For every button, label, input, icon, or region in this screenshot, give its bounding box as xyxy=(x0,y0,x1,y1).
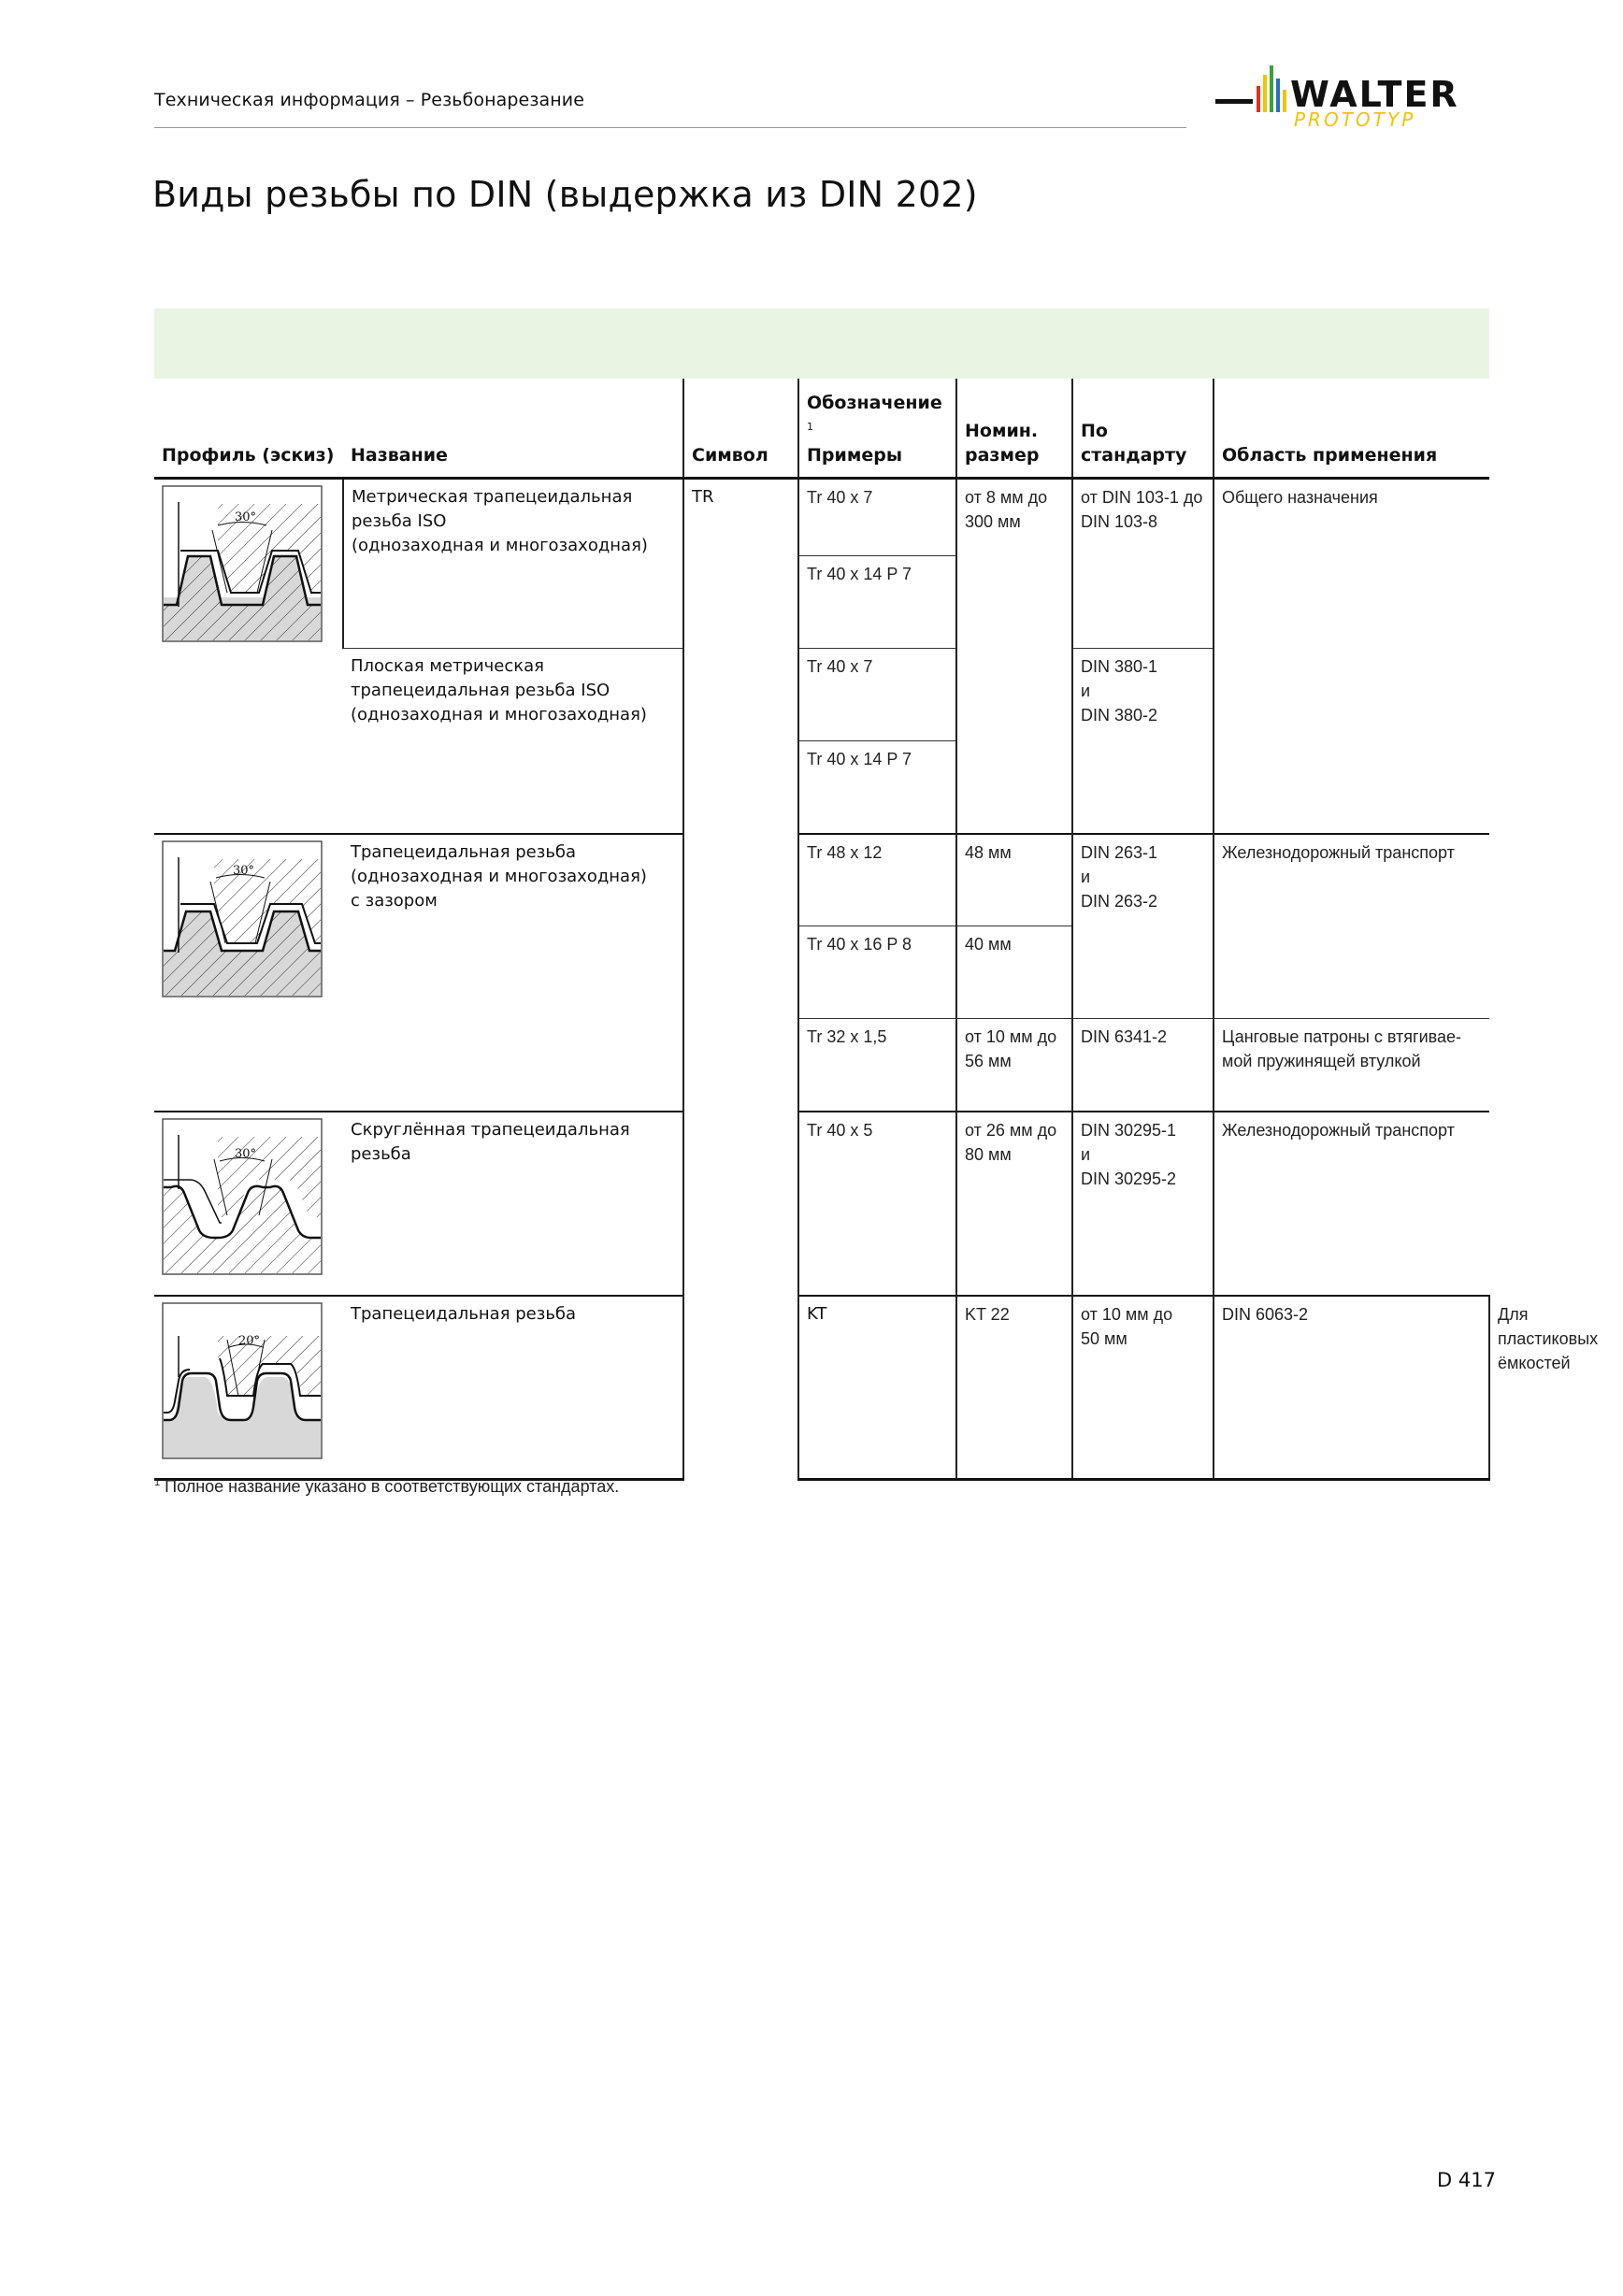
trapezoidal-thread-sketch xyxy=(162,485,323,642)
standard: DIN 263-1 и DIN 263-2 xyxy=(1072,834,1214,1019)
profile-sketch-cell xyxy=(154,1296,343,1480)
designation-example: Tr 40 x 14 P 7 xyxy=(798,741,956,834)
footnote: $^1$ Полное название указано в соответствующих стандартах. xyxy=(154,1477,620,1496)
col-header-profile: Профиль (эскиз) xyxy=(154,379,343,479)
table-row xyxy=(154,834,1489,926)
header-divider xyxy=(154,127,1186,128)
plastic-container-thread-sketch xyxy=(162,1302,323,1459)
header-section-title: Техническая информация – Резьбонарезание xyxy=(154,90,585,110)
logo-main-text: WALTER xyxy=(1290,74,1459,115)
application: Цанговые патроны с втягивае- мой пружинящей втулкой xyxy=(1214,1019,1489,1112)
nominal-size: 40 мм xyxy=(956,926,1072,1019)
table-row xyxy=(154,1112,1489,1296)
designation-example: Tr 32 x 1,5 xyxy=(798,1019,956,1112)
standard: DIN 6341-2 xyxy=(1072,1019,1214,1112)
table-row xyxy=(154,479,1489,556)
designation-example: Tr 40 x 7 xyxy=(798,649,956,741)
thread-name: Трапецеидальная резьба (однозаходная и многозаходная) с зазором xyxy=(343,834,683,1112)
page-number: D 417 xyxy=(1437,2169,1496,2191)
profile-sketch-cell xyxy=(154,1112,343,1296)
trapezoidal-thread-clearance-sketch xyxy=(162,840,323,997)
application: Железнодорожный транспорт xyxy=(1214,834,1489,1019)
col-header-name: Название xyxy=(343,379,683,479)
nominal-size: от 10 мм до 50 мм xyxy=(1072,1296,1214,1480)
nominal-size: от 26 мм до 80 мм xyxy=(956,1112,1072,1296)
designation-example: Tr 40 x 7 xyxy=(798,479,956,556)
thread-symbol: KT xyxy=(798,1296,956,1480)
designation-example: Tr 40 x 14 P 7 xyxy=(798,556,956,649)
thread-name: Трапецеидальная резьба xyxy=(343,1296,683,1480)
standard: DIN 30295-1 и DIN 30295-2 xyxy=(1072,1112,1214,1296)
profile-sketch-cell xyxy=(154,479,343,834)
svg-text:30°: 30° xyxy=(235,510,257,524)
thread-symbol: TR xyxy=(683,479,798,1480)
svg-text:20°: 20° xyxy=(238,1333,261,1348)
rounded-trapezoidal-thread-sketch xyxy=(162,1118,323,1275)
table-top-band xyxy=(154,309,1489,379)
svg-text:30°: 30° xyxy=(235,1146,257,1161)
standard: DIN 380-1 и DIN 380-2 xyxy=(1072,649,1214,834)
col-header-application: Область применения xyxy=(1214,379,1489,479)
designation-example: Tr 40 x 5 xyxy=(798,1112,956,1296)
svg-text:30°: 30° xyxy=(233,863,255,878)
thread-name: Скруглённая трапецеидальная резьба xyxy=(343,1112,683,1296)
thread-name: Метрическая трапецеидальная резьба ISO (однозаходная и многозаходная) xyxy=(343,479,683,649)
thread-types-table xyxy=(154,379,1599,1481)
profile-sketch-cell xyxy=(154,834,343,1112)
nominal-size: 48 мм xyxy=(956,834,1072,926)
application: Железнодорожный транспорт xyxy=(1214,1112,1489,1296)
page-title: Виды резьбы по DIN (выдержка из DIN 202) xyxy=(152,174,978,215)
walter-logo xyxy=(1215,58,1496,133)
nominal-size: от 8 мм до 300 мм xyxy=(956,479,1072,834)
standard: DIN 6063-2 xyxy=(1214,1296,1489,1480)
standard: от DIN 103-1 до DIN 103-8 xyxy=(1072,479,1214,649)
designation-example: Tr 48 x 12 xyxy=(798,834,956,926)
logo-sub-text: PROTOTYP xyxy=(1294,108,1416,131)
nominal-size: от 10 мм до 56 мм xyxy=(956,1019,1072,1112)
col-header-standard: По стандарту xyxy=(1072,379,1214,479)
application: Общего назначения xyxy=(1214,479,1489,834)
designation-example: Tr 40 x 16 P 8 xyxy=(798,926,956,1019)
col-header-nominal-size: Номин. размер xyxy=(956,379,1072,479)
table-row: 20° Трапецеидальная резьба KT KT 22 от 10 мм до 50 мм DIN 6063-2 Для пластиковых ёмкостей xyxy=(154,1296,1489,1480)
col-header-designation: Обозначение $^1$ Примеры xyxy=(798,379,956,479)
designation-example: KT 22 xyxy=(956,1296,1072,1480)
thread-name: Плоская метрическая трапецеидальная резьба ISO (однозаходная и многозаходная) xyxy=(343,649,683,834)
col-header-symbol: Символ xyxy=(683,379,798,479)
table-header-row xyxy=(154,379,1489,479)
